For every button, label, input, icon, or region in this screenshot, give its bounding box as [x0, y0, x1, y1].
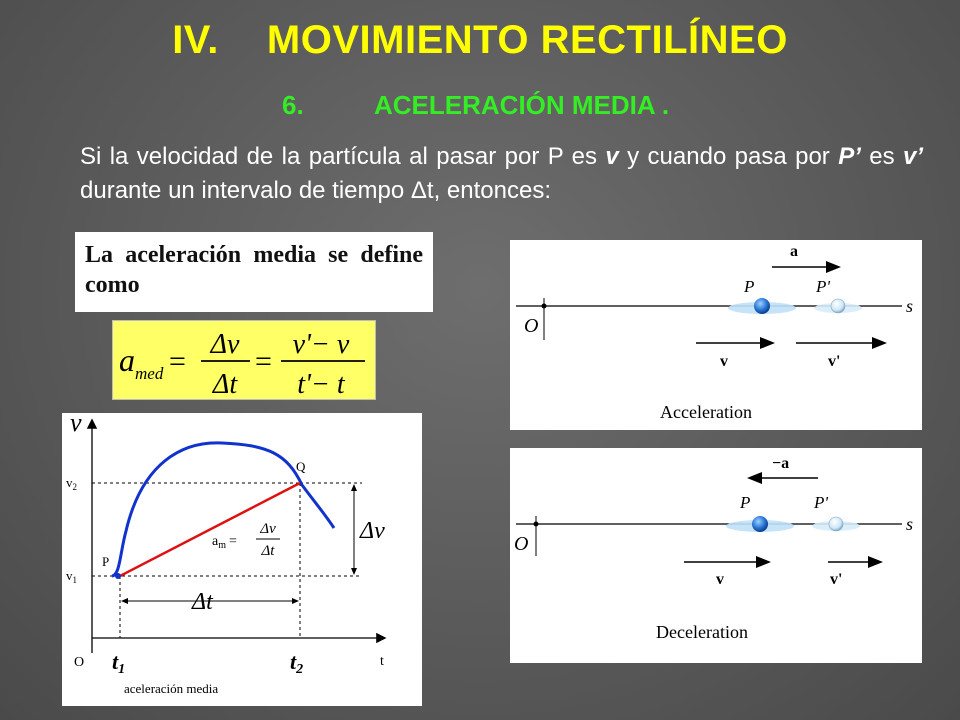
paragraph-part: durante un intervalo de tiempo Δt, entonces: — [80, 177, 551, 204]
slide-title — [0, 18, 960, 63]
deceleration-caption: Deceleration — [656, 622, 748, 642]
title-number: IV. — [172, 18, 219, 62]
title-text: MOVIMIENTO RECTILÍNEO — [266, 18, 788, 62]
v1-label: $v_1$ — [66, 568, 77, 585]
particle-p-label: P — [744, 277, 755, 296]
origin-label: O — [514, 533, 529, 555]
am-numerator: Δv — [260, 521, 276, 537]
velocity-time-graph — [62, 413, 422, 706]
paragraph-var-v: v — [605, 143, 619, 170]
am-symbol: $a_m$ = — [212, 534, 237, 551]
graph-caption: aceleración media — [124, 681, 219, 696]
section-subtitle — [282, 90, 669, 121]
particle-pprime — [831, 299, 845, 313]
origin-label: O — [524, 315, 539, 337]
origin-dot — [542, 304, 547, 309]
formula-den2: t'− t — [297, 369, 345, 399]
definition-box: La aceleración media se define como — [75, 232, 433, 312]
formula-sub-med: med — [135, 364, 164, 383]
negative-acceleration-label: −a — [772, 455, 790, 472]
axis-s-label: s — [906, 296, 914, 316]
velocity-v-label: v — [720, 353, 728, 370]
axis-s-label: s — [906, 514, 914, 534]
delta-v-label: Δv — [360, 518, 385, 544]
point-p-label: P — [102, 554, 110, 569]
acceleration-vector-label: a — [790, 243, 798, 260]
velocity-vprime-label: v' — [828, 353, 841, 370]
t1-label: t1 — [112, 649, 126, 677]
velocity-v-label: v — [716, 571, 724, 588]
formula-num1: Δv — [210, 329, 240, 360]
v2-label: $v_2$ — [66, 475, 77, 492]
formula-eq1: = — [169, 345, 186, 378]
paragraph-part: es — [860, 143, 903, 170]
average-acceleration-formula — [112, 320, 376, 400]
particle-pprime — [829, 517, 843, 531]
deceleration-diagram — [510, 448, 922, 663]
origin-label: O — [74, 655, 85, 670]
subtitle-number: 6. — [282, 90, 304, 120]
formula-a: a — [119, 342, 135, 378]
particle-pprime-label: P' — [816, 277, 831, 296]
paragraph-var-pprime: P’ — [838, 143, 861, 170]
formula-den1: Δt — [212, 369, 238, 399]
velocity-vprime-label: v' — [830, 571, 843, 588]
particle-p-label: P — [740, 493, 751, 512]
formula-num2: v'− v — [292, 329, 350, 360]
intro-paragraph — [80, 140, 923, 208]
particle-pprime-label: P' — [814, 493, 829, 512]
origin-dot — [534, 522, 539, 527]
subtitle-text: ACELERACIÓN MEDIA . — [374, 90, 670, 120]
point-q-label: Q — [296, 459, 306, 474]
delta-t-label: Δt — [192, 589, 213, 615]
point-p-marker — [115, 573, 121, 579]
particle-p — [752, 516, 768, 532]
acceleration-diagram — [510, 240, 922, 430]
t2-label: t2 — [290, 649, 304, 677]
y-axis-label: v — [70, 413, 82, 437]
x-axis-label: t — [380, 654, 384, 669]
acceleration-caption: Acceleration — [660, 402, 752, 422]
formula-eq2: = — [255, 345, 272, 378]
paragraph-part: Si la velocidad de la partícula al pasar por P es — [80, 143, 606, 170]
am-denominator: Δt — [261, 543, 275, 559]
paragraph-part: y cuando pasa por — [618, 143, 839, 170]
paragraph-var-vprime: v’ — [903, 143, 924, 170]
particle-p — [754, 298, 770, 314]
